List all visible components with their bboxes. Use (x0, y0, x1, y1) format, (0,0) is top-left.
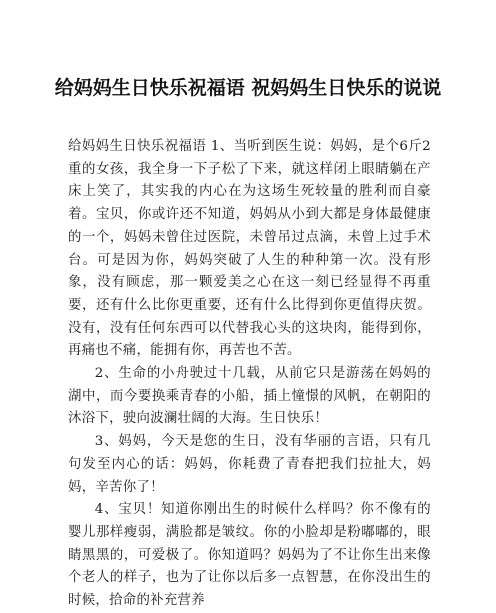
article-title: 给妈妈生日快乐祝福语 祝妈妈生日快乐的说说 (54, 77, 442, 99)
paragraph-1: 给妈妈生日快乐祝福语 1、当听到医生说：妈妈，是个6斤2重的女孩，我全身一下子松了下来，就这样闭上眼睛躺在产床上笑了，其实我的内心在为这场生死较量的胜利而自豪着。宝贝，你或许还不知道，妈妈从小到大都是身体最健康的一个，妈妈未曾住过医院，未曾吊过点滴，未曾上过手术台。可是因为你，妈妈突破了人生的种种第一次。没有形象，没有顾虑，那一颗爱美之心在这一刻已经显得不再重要，还有什么比你更重要，还有什么比得到你更值得庆贺。没有，没有任何东西可以代替我心头的这块肉，能得到你，再痛也不痛，能拥有你，再苦也不苦。 (68, 139, 431, 359)
paragraph-4: 4、宝贝！知道你刚出生的时候什么样吗？你不像有的婴儿那样瘦弱，满脸都是皱纹。你的小脸却是粉嘟嘟的，眼睛黑黑的，可爱极了。你知道吗？妈妈为了不让你生出来像个老人的样子，也为了让你以后多一点智慧，在你没出生的时候，拾命的补充营养 (68, 502, 431, 609)
paragraph-3: 3、妈妈，今天是您的生日，没有华丽的言语，只有几句发至内心的话：妈妈，你耗费了青春把我们拉扯大，妈妈，辛苦你了！ (68, 434, 431, 495)
article-body (68, 136, 431, 613)
paragraph-2: 2、生命的小舟驶过十几载，从前它只是游荡在妈妈的湖中，而今要换乘青春的小船，插上憧憬的风帆，在朝阳的沐浴下，驶向波澜壮阔的大海。生日快乐！ (68, 366, 431, 427)
